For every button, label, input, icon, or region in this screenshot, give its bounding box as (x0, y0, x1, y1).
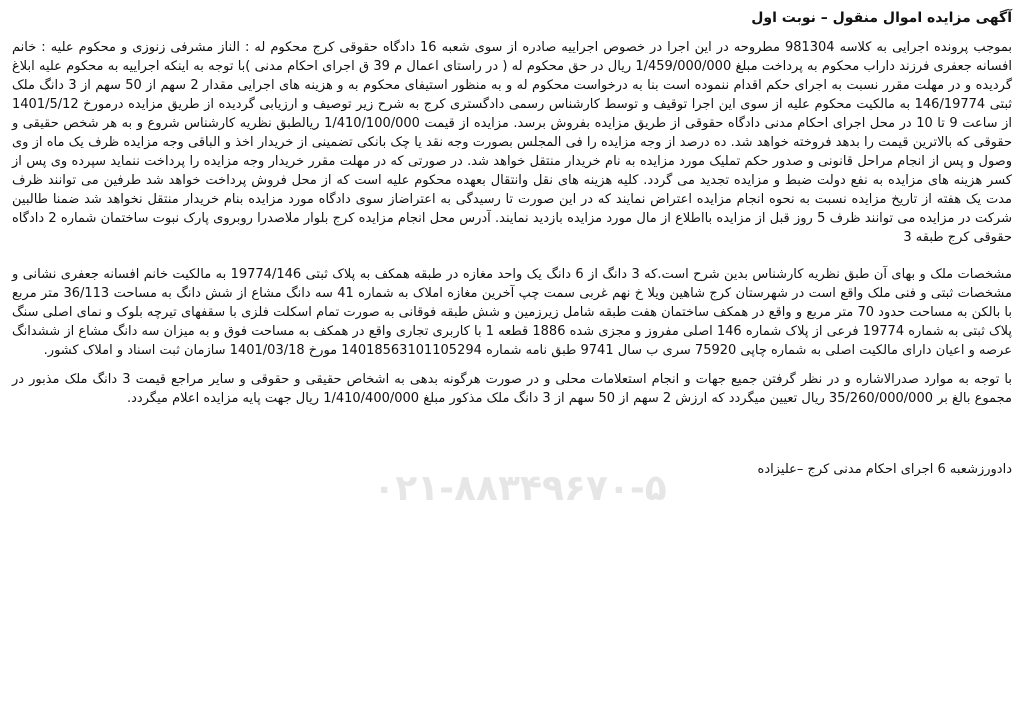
property-description-paragraph: مشخصات ملک و بهای آن طبق نظریه کارشناس بدین شرح است.که 3 دانگ از 6 دانگ یک واحد مغازه در طبقه همکف به پلاک ثبتی 19774/146 به مالکیت خانم افسانه جعفری نشانی و مشخصات ثبتی و فنی ملک واقع است در شهرستان کرج شاهین ویلا خ نهم غربی سمت چپ آخرین مغازه املاک به شماره 41 سه دانگ مشاع از شش دانگ به مساحت 36/113 متر مربع با بالکن به مساحت حدود 70 متر مربع و واقع در همکف ساختمان هفت طبقه شامل زیرزمین و شش طبقه فوقانی به صورت تمام اسکلت فلزی با سقفهای تیرچه بلوک و نمای اصلی سنگ پلاک ثبتی به شماره 19774 فرعی از پلاک شماره 146 اصلی مفروز و مجزی شده 1886 قطعه 1 با کاربری تجاری واقع در همکف به مساحت فوق و به میزان سه دانگ مشاع از ششدانگ عرصه و اعیان دارای مالکیت اصلی به شماره چاپی 75920 سری ب سال 9741 طبق نامه شماره 14018563101105294 مورخ 1401/03/18 سازمان ثبت اسناد و املاک کشور. (12, 267, 1012, 358)
phone-watermark: ۰۲۱-۸۸۳۴۹۶۷۰-۵ (373, 468, 667, 509)
notice-title: آگهی مزایده اموال منقول – نوبت اول (751, 10, 1012, 26)
signature-line: دادورزشعبه 6 اجرای احکام مدنی کرج –علیزاده (757, 462, 1012, 477)
auction-terms-paragraph: بموجب پرونده اجرایی به کلاسه 981304 مطروحه در این اجرا در خصوص اجراییه صادره از سوی شعبه 16 دادگاه حقوقی کرج محکوم له : الناز مشرفی زنوزی و محکوم علیه : خانم افسانه جعفری فرزند داراب محکوم به پرداخت مبلغ 1/459/000/000 ریال در حق محکوم له ( در راستای اعمال م 39 ق اجرای احکام مدنی )با توجه به اینکه اجراییه به محکوم علیه ابلاغ گردیده و در مهلت مقرر نسبت به اجرای حکم اقدام ننموده است بنا به درخواست محکوم له و به منظور استیفای محکوم به و هزینه های اجرایی مقدار 2 سهم از 50 سهم از 3 دانگ ملک ثبتی 146/19774 به مالکیت محکوم علیه از سوی این اجرا توقیف و توسط کارشناس رسمی دادگستری کرج به شرح زیر توصیف و ارزیابی گردیده از طریق مزایده درمورخ 1401/5/12 از ساعت 9 تا 10 در محل اجرای احکام مدنی دادگاه حقوقی از طریق مزایده بفروش برسد. مزایده از قیمت 1/410/100/000 ریالطبق نظریه کارشناس شروع و به هر شخص حقیقی و حقوقی که بالاترین قیمت را بدهد فروخته خواهد شد. ده درصد از وجه مزایده را فی المجلس بصورت وجه نقد یا چک بانکی تضمینی از خریدار اخذ و الباقی وجه مزایده ظرف یک ماه از وی وصول و پس از انجام مراحل قانونی و صدور حکم تملیک مورد مزایده به نام خریدار منتقل خواهد شد. در صورتی که در مهلت مقرر خریدار وجه مزایده را پرداخت ننماید سپرده وی پس از کسر هزینه های مزایده به نفع دولت ضبط و مزایده تجدید می گردد. کلیه هزینه های نقل وانتقال بعهده محکوم علیه است که از محل فروش پرداخت خواهد شد طرفین می توانند ظرف مدت یک هفته از تاریخ مزایده نسبت به نحوه انجام مزایده اعتراض نمایند که در این صورت تا رسیدگی به اعتراضاز سوی دادگاه مورد مزایده بنام خریدار منتقل نخواهد شد ضمنا طالبین شرکت در مزایده می توانند ظرف 5 روز قبل از مزایده بااطلاع از مال مورد مزایده بازدید نمایند. آدرس محل انجام مزایده کرج بلوار ملاصدرا روبروی پارک نبوت ساختمان شماره 2 دادگاه حقوقی کرج طبقه 3 (12, 40, 1013, 245)
notice-content (12, 8, 1012, 479)
valuation-paragraph: با توجه به موارد صدرالاشاره و در نظر گرفتن جمیع جهات و انجام استعلامات محلی و در صورت هرگونه بدهی به اشخاص حقیقی و حقوقی و سایر مراجع قیمت 3 دانگ ملک مذبور در مجموع بالغ بر 35/260/000/000 ریال تعیین میگردد که ارزش 2 سهم از 50 سهم از 3 دانگ ملک مذکور مبلغ 1/410/400/000 ریال جهت پایه مزایده اعلام میگردد. (12, 372, 1012, 406)
